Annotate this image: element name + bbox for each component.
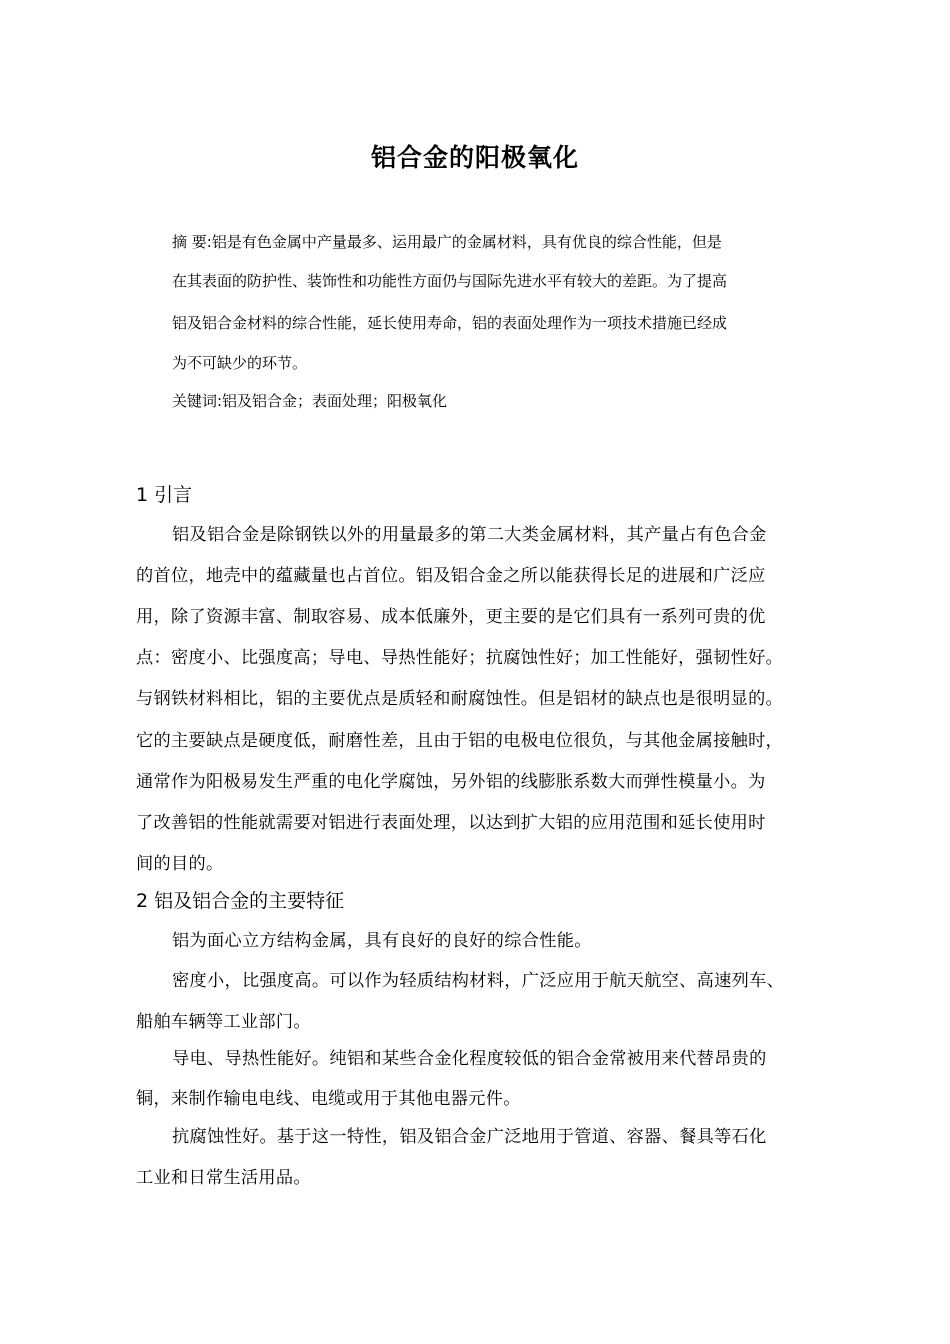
paragraph-line: 的首位，地壳中的蕴藏量也占首位。铝及铝合金之所以能获得长足的进展和广泛应: [136, 566, 766, 586]
keywords-line: 关键词:铝及铝合金；表面处理；阳极氧化: [172, 392, 448, 410]
paragraph-line: 了改善铝的性能就需要对铝进行表面处理，以达到扩大铝的应用范围和延长使用时: [136, 813, 766, 833]
paragraph-line: 它的主要缺点是硬度低，耐磨性差，且由于铝的电极电位很负，与其他金属接触时，: [136, 731, 784, 751]
section-2-heading: 2 铝及铝合金的主要特征: [136, 890, 345, 912]
paragraph-line: 通常作为阳极易发生严重的电化学腐蚀，另外铝的线膨胀系数大而弹性模量小。为: [136, 772, 766, 792]
paragraph-line: 导电、导热性能好。纯铝和某些合金化程度较低的铝合金常被用来代替昂贵的: [172, 1049, 767, 1069]
paragraph-line: 船舶车辆等工业部门。: [136, 1012, 311, 1032]
abstract-line: 为不可缺少的环节。: [172, 354, 308, 372]
paragraph-line: 密度小，比强度高。可以作为轻质结构材料，广泛应用于航天航空、高速列车、: [172, 971, 785, 991]
paragraph-line: 铝为面心立方结构金属，具有良好的良好的综合性能。: [172, 931, 592, 951]
paragraph-line: 间的目的。: [136, 854, 224, 874]
paragraph-line: 用，除了资源丰富、制取容易、成本低廉外，更主要的是它们具有一系列可贵的优: [136, 607, 766, 627]
abstract-line: 铝及铝合金材料的综合性能，延长使用寿命，铝的表面处理作为一项技术措施已经成: [172, 314, 728, 332]
paragraph-line: 工业和日常生活用品。: [136, 1168, 311, 1188]
section-1-heading: 1 引言: [136, 484, 193, 506]
paragraph-line: 点：密度小、比强度高；导电、导热性能好；抗腐蚀性好；加工性能好，强韧性好。: [136, 648, 784, 668]
abstract-line: 在其表面的防护性、装饰性和功能性方面仍与国际先进水平有较大的差距。为了提高: [172, 272, 728, 290]
paragraph-line: 铝及铝合金是除钢铁以外的用量最多的第二大类金属材料，其产量占有色合金: [172, 525, 767, 545]
paragraph-line: 铜，来制作输电电线、电缆或用于其他电器元件。: [136, 1089, 521, 1109]
paragraph-line: 与钢铁材料相比，铝的主要优点是质轻和耐腐蚀性。但是铝材的缺点也是很明显的。: [136, 689, 784, 709]
document-title: 铝合金的阳极氧化: [370, 143, 579, 172]
abstract-line: 摘 要:铝是有色金属中产量最多、运用最广的金属材料，具有优良的综合性能，但是: [172, 233, 722, 251]
paragraph-line: 抗腐蚀性好。基于这一特性，铝及铝合金广泛地用于管道、容器、餐具等石化: [172, 1127, 767, 1147]
